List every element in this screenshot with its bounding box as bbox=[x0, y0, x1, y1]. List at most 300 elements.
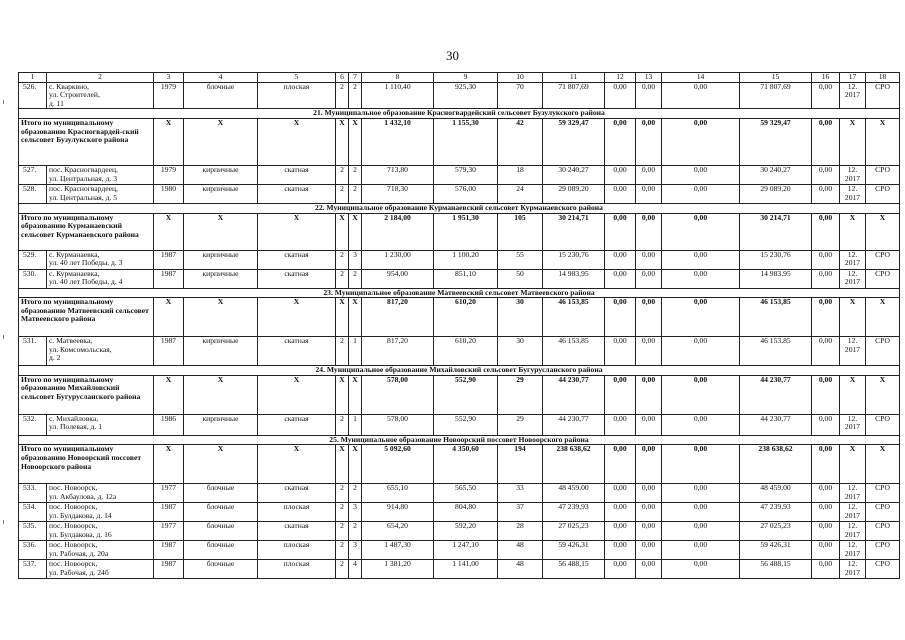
subtotal-cell: 46 153,85 bbox=[740, 298, 812, 337]
table-cell: 1977 bbox=[154, 484, 184, 503]
margin-tick bbox=[3, 335, 4, 339]
table-cell: 33 bbox=[498, 484, 543, 503]
table-cell: СРО bbox=[866, 503, 900, 522]
subtotal-cell: Х bbox=[258, 213, 336, 250]
table-row bbox=[19, 82, 900, 109]
table-cell: 2 bbox=[349, 165, 362, 184]
table-cell: 2 bbox=[336, 484, 349, 503]
table-cell: 0,00 bbox=[662, 503, 740, 522]
subtotal-row bbox=[19, 118, 900, 165]
column-number: 12 bbox=[605, 73, 636, 83]
table-cell: кирпичные bbox=[184, 337, 258, 366]
table-cell: 3 bbox=[349, 541, 362, 560]
table-cell: 59 426,31 bbox=[543, 541, 605, 560]
subtotal-cell: 238 638,62 bbox=[740, 445, 812, 484]
subtotal-cell: 44 230,77 bbox=[740, 375, 812, 414]
table-cell: плоская bbox=[258, 503, 336, 522]
column-number: 11 bbox=[543, 73, 605, 83]
section-heading-row bbox=[19, 203, 900, 213]
subtotal-cell: 0,00 bbox=[605, 213, 636, 250]
row-number: 526. bbox=[19, 82, 47, 109]
subtotal-cell: Х bbox=[258, 445, 336, 484]
table-cell: 0,00 bbox=[636, 541, 662, 560]
subtotal-cell: 578,00 bbox=[362, 375, 434, 414]
column-number: 5 bbox=[258, 73, 336, 83]
subtotal-label: Итого по муниципальному образованию Красногвардей-ский сельсовет Бузулукского района bbox=[19, 118, 154, 165]
table-cell: 0,00 bbox=[636, 503, 662, 522]
table-cell: 552,90 bbox=[434, 414, 498, 435]
table-cell: СРО bbox=[866, 484, 900, 503]
subtotal-cell: Х bbox=[336, 118, 349, 165]
subtotal-cell: 0,00 bbox=[636, 298, 662, 337]
subtotal-cell: Х bbox=[184, 213, 258, 250]
column-number: 15 bbox=[740, 73, 812, 83]
table-cell: скатная bbox=[258, 269, 336, 288]
table-cell: 71 807,69 bbox=[740, 82, 812, 109]
table-cell: 0,00 bbox=[812, 414, 840, 435]
table-cell: 71 807,69 bbox=[543, 82, 605, 109]
table-cell: 4 bbox=[349, 560, 362, 579]
table-row bbox=[19, 522, 900, 541]
subtotal-cell: 59 329,47 bbox=[740, 118, 812, 165]
table-cell: 0,00 bbox=[605, 484, 636, 503]
table-cell: 2 bbox=[349, 82, 362, 109]
column-number: 7 bbox=[349, 73, 362, 83]
row-number: 528. bbox=[19, 184, 47, 203]
table-cell: 2 bbox=[349, 484, 362, 503]
subtotal-cell: 30 214,71 bbox=[543, 213, 605, 250]
address-cell: пос. Новоорск, ул. Акбаулова, д. 12а bbox=[47, 484, 154, 503]
subtotal-cell: Х bbox=[258, 298, 336, 337]
table-row bbox=[19, 541, 900, 560]
table-cell: 0,00 bbox=[812, 484, 840, 503]
table-cell: 1 230,00 bbox=[362, 250, 434, 269]
table-cell: СРО bbox=[866, 165, 900, 184]
table-cell: 1987 bbox=[154, 337, 184, 366]
table-cell: 0,00 bbox=[662, 82, 740, 109]
subtotal-cell: 1 432,10 bbox=[362, 118, 434, 165]
table-cell: 30 bbox=[498, 337, 543, 366]
table-cell: СРО bbox=[866, 560, 900, 579]
section-heading-row bbox=[19, 109, 900, 119]
subtotal-cell: 1 951,30 bbox=[434, 213, 498, 250]
subtotal-cell: Х bbox=[336, 213, 349, 250]
row-number: 534. bbox=[19, 503, 47, 522]
table-row bbox=[19, 165, 900, 184]
column-number: 2 bbox=[47, 73, 154, 83]
table-cell: 1 381,20 bbox=[362, 560, 434, 579]
table-cell: 1979 bbox=[154, 82, 184, 109]
table-cell: 1987 bbox=[154, 541, 184, 560]
subtotal-cell: 30 bbox=[498, 298, 543, 337]
table-cell: 1987 bbox=[154, 269, 184, 288]
table-cell: 2 bbox=[336, 165, 349, 184]
subtotal-cell: 1 155,30 bbox=[434, 118, 498, 165]
table-cell: 2 bbox=[349, 184, 362, 203]
table-cell: 12. 2017 bbox=[840, 414, 866, 435]
table-cell: 0,00 bbox=[812, 541, 840, 560]
page-number: 30 bbox=[446, 48, 459, 63]
table-cell: 50 bbox=[498, 269, 543, 288]
subtotal-cell: 0,00 bbox=[605, 298, 636, 337]
table-cell: 592,20 bbox=[434, 522, 498, 541]
table-cell: 3 bbox=[349, 250, 362, 269]
address-cell: пос. Красногвардеец, ул. Центральная, д. 3 bbox=[47, 165, 154, 184]
subtotal-cell: 0,00 bbox=[605, 375, 636, 414]
subtotal-cell: 0,00 bbox=[636, 375, 662, 414]
table-cell: 0,00 bbox=[812, 269, 840, 288]
table-cell: 1987 bbox=[154, 560, 184, 579]
housing-register-table bbox=[18, 72, 900, 579]
table-cell: 12. 2017 bbox=[840, 250, 866, 269]
table-cell: 2 bbox=[336, 541, 349, 560]
subtotal-cell: Х bbox=[184, 118, 258, 165]
table-cell: 70 bbox=[498, 82, 543, 109]
table-cell: СРО bbox=[866, 541, 900, 560]
table-cell: 0,00 bbox=[605, 82, 636, 109]
table-cell: 576,00 bbox=[434, 184, 498, 203]
table-cell: 44 230,77 bbox=[543, 414, 605, 435]
address-cell: пос. Новоорск, ул. Булдакова, д. 14 bbox=[47, 503, 154, 522]
subtotal-cell: Х bbox=[349, 118, 362, 165]
table-cell: 29 089,20 bbox=[543, 184, 605, 203]
table-cell: 0,00 bbox=[605, 250, 636, 269]
table-cell: 1 487,30 bbox=[362, 541, 434, 560]
address-cell: пос. Красногвардеец, ул. Центральная, д. 5 bbox=[47, 184, 154, 203]
table-cell: 1 bbox=[349, 337, 362, 366]
table-cell: 1 bbox=[349, 414, 362, 435]
table-cell: 1977 bbox=[154, 522, 184, 541]
table-cell: блочные bbox=[184, 82, 258, 109]
column-number: 17 bbox=[840, 73, 866, 83]
table-cell: 12. 2017 bbox=[840, 541, 866, 560]
column-number: 18 bbox=[866, 73, 900, 83]
row-number: 533. bbox=[19, 484, 47, 503]
address-cell: пос. Новоорск, ул. Рабочая, д. 24б bbox=[47, 560, 154, 579]
table-cell: 1987 bbox=[154, 503, 184, 522]
table-cell: скатная bbox=[258, 337, 336, 366]
subtotal-cell: 238 638,62 bbox=[543, 445, 605, 484]
subtotal-label: Итого по муниципальному образованию Новоорский поссовет Новоорского района bbox=[19, 445, 154, 484]
table-cell: 24 bbox=[498, 184, 543, 203]
table-cell: 0,00 bbox=[605, 541, 636, 560]
table-cell: 1 100,20 bbox=[434, 250, 498, 269]
table-cell: 0,00 bbox=[662, 414, 740, 435]
subtotal-cell: 0,00 bbox=[812, 213, 840, 250]
table-cell: СРО bbox=[866, 250, 900, 269]
table-cell: 0,00 bbox=[605, 269, 636, 288]
subtotal-cell: 0,00 bbox=[636, 213, 662, 250]
table-cell: СРО bbox=[866, 184, 900, 203]
table-cell: 713,80 bbox=[362, 165, 434, 184]
table-cell: 2 bbox=[336, 560, 349, 579]
subtotal-cell: 817,20 bbox=[362, 298, 434, 337]
table-cell: 44 230,77 bbox=[740, 414, 812, 435]
subtotal-cell: 0,00 bbox=[636, 445, 662, 484]
table-row bbox=[19, 337, 900, 366]
subtotal-row bbox=[19, 375, 900, 414]
table-cell: 28 bbox=[498, 522, 543, 541]
section-heading: 22. Муниципальное образование Курманаевский сельсовет Курманаевского района bbox=[19, 203, 900, 213]
subtotal-cell: Х bbox=[866, 445, 900, 484]
subtotal-cell: Х bbox=[336, 375, 349, 414]
subtotal-cell: Х bbox=[840, 375, 866, 414]
subtotal-cell: Х bbox=[154, 118, 184, 165]
table-row bbox=[19, 503, 900, 522]
table-cell: 48 459,00 bbox=[543, 484, 605, 503]
section-heading: 25. Муниципальное образование Новоорский поссовет Новоорского района bbox=[19, 435, 900, 445]
subtotal-cell: 0,00 bbox=[662, 118, 740, 165]
table-cell: 2 bbox=[336, 82, 349, 109]
table-cell: кирпичные bbox=[184, 165, 258, 184]
table-cell: 55 bbox=[498, 250, 543, 269]
margin-tick bbox=[3, 100, 4, 104]
table-cell: 804,80 bbox=[434, 503, 498, 522]
table-cell: 12. 2017 bbox=[840, 503, 866, 522]
table-cell: 1 141,00 bbox=[434, 560, 498, 579]
address-cell: пос. Новоорск, ул. Булдакова, д. 16 bbox=[47, 522, 154, 541]
subtotal-row bbox=[19, 445, 900, 484]
table-cell: блочные bbox=[184, 484, 258, 503]
table-cell: 48 459,00 bbox=[740, 484, 812, 503]
table-cell: 12. 2017 bbox=[840, 165, 866, 184]
table-cell: 0,00 bbox=[812, 82, 840, 109]
column-number: 13 bbox=[636, 73, 662, 83]
subtotal-cell: 46 153,85 bbox=[543, 298, 605, 337]
column-number: 4 bbox=[184, 73, 258, 83]
section-heading-row bbox=[19, 366, 900, 376]
subtotal-cell: Х bbox=[349, 298, 362, 337]
table-cell: 2 bbox=[336, 337, 349, 366]
table-cell: 0,00 bbox=[636, 522, 662, 541]
table-cell: кирпичные bbox=[184, 269, 258, 288]
subtotal-cell: 59 329,47 bbox=[543, 118, 605, 165]
table-cell: кирпичные bbox=[184, 184, 258, 203]
table-row bbox=[19, 250, 900, 269]
column-number: 14 bbox=[662, 73, 740, 83]
table-cell: 48 bbox=[498, 541, 543, 560]
table-cell: 27 025,23 bbox=[740, 522, 812, 541]
table-cell: скатная bbox=[258, 522, 336, 541]
table-cell: скатная bbox=[258, 414, 336, 435]
table-cell: 0,00 bbox=[662, 541, 740, 560]
table-cell: 2 bbox=[336, 269, 349, 288]
table-cell: 18 bbox=[498, 165, 543, 184]
row-number: 531. bbox=[19, 337, 47, 366]
table-cell: 0,00 bbox=[605, 184, 636, 203]
table-cell: 655,10 bbox=[362, 484, 434, 503]
table-cell: 654,20 bbox=[362, 522, 434, 541]
subtotal-cell: Х bbox=[866, 213, 900, 250]
subtotal-cell: 552,90 bbox=[434, 375, 498, 414]
table-cell: 0,00 bbox=[662, 560, 740, 579]
table-cell: 3 bbox=[349, 503, 362, 522]
subtotal-label: Итого по муниципальному образованию Курманаевский сельсовет Курманаевского района bbox=[19, 213, 154, 250]
table-cell: 0,00 bbox=[636, 184, 662, 203]
column-number: 16 bbox=[812, 73, 840, 83]
column-number: 10 bbox=[498, 73, 543, 83]
subtotal-cell: 0,00 bbox=[636, 118, 662, 165]
table-cell: плоская bbox=[258, 82, 336, 109]
table-cell: 15 230,76 bbox=[740, 250, 812, 269]
column-number: 6 bbox=[336, 73, 349, 83]
table-cell: плоская bbox=[258, 541, 336, 560]
subtotal-cell: 4 350,60 bbox=[434, 445, 498, 484]
table-cell: 1987 bbox=[154, 250, 184, 269]
table-cell: скатная bbox=[258, 165, 336, 184]
address-cell: с. Кварквно, ул. Строителей, д. 11 bbox=[47, 82, 154, 109]
column-number: 1 bbox=[19, 73, 47, 83]
subtotal-cell: 0,00 bbox=[662, 375, 740, 414]
subtotal-cell: 610,20 bbox=[434, 298, 498, 337]
table-cell: 0,00 bbox=[662, 337, 740, 366]
table-cell: 1 247,10 bbox=[434, 541, 498, 560]
table-cell: блочные bbox=[184, 541, 258, 560]
subtotal-cell: 0,00 bbox=[605, 445, 636, 484]
table-cell: 12. 2017 bbox=[840, 337, 866, 366]
table-cell: 12. 2017 bbox=[840, 184, 866, 203]
table-cell: 30 240,27 bbox=[740, 165, 812, 184]
table-cell: 0,00 bbox=[636, 269, 662, 288]
table-cell: 0,00 bbox=[636, 82, 662, 109]
subtotal-cell: 0,00 bbox=[812, 375, 840, 414]
table-cell: скатная bbox=[258, 250, 336, 269]
table-cell: скатная bbox=[258, 484, 336, 503]
subtotal-cell: Х bbox=[184, 445, 258, 484]
table-cell: кирпичные bbox=[184, 414, 258, 435]
table-cell: 0,00 bbox=[636, 337, 662, 366]
subtotal-cell: Х bbox=[336, 298, 349, 337]
table-cell: 0,00 bbox=[662, 165, 740, 184]
table-cell: 0,00 bbox=[812, 560, 840, 579]
table-cell: 0,00 bbox=[662, 250, 740, 269]
table-cell: 1986 bbox=[154, 414, 184, 435]
table-cell: 56 488,15 bbox=[543, 560, 605, 579]
subtotal-cell: Х bbox=[154, 298, 184, 337]
table-cell: 0,00 bbox=[605, 414, 636, 435]
subtotal-cell: Х bbox=[866, 298, 900, 337]
row-number: 536. bbox=[19, 541, 47, 560]
subtotal-label: Итого по муниципальному образованию Матвеевский сельсовет Матвеевского района bbox=[19, 298, 154, 337]
subtotal-cell: 0,00 bbox=[662, 445, 740, 484]
row-number: 530. bbox=[19, 269, 47, 288]
subtotal-cell: 0,00 bbox=[812, 445, 840, 484]
table-cell: 0,00 bbox=[812, 503, 840, 522]
address-cell: с. Матвеевка, ул. Комсомольская, д. 2 bbox=[47, 337, 154, 366]
table-cell: 1 110,40 bbox=[362, 82, 434, 109]
table-cell: плоская bbox=[258, 560, 336, 579]
subtotal-row bbox=[19, 213, 900, 250]
table-cell: 565,50 bbox=[434, 484, 498, 503]
table-cell: 2 bbox=[349, 522, 362, 541]
subtotal-cell: Х bbox=[184, 375, 258, 414]
table-cell: 47 239,93 bbox=[543, 503, 605, 522]
table-cell: 0,00 bbox=[662, 269, 740, 288]
table-cell: 2 bbox=[336, 184, 349, 203]
table-row bbox=[19, 484, 900, 503]
table-cell: 579,30 bbox=[434, 165, 498, 184]
subtotal-cell: 0,00 bbox=[662, 213, 740, 250]
table-cell: 37 bbox=[498, 503, 543, 522]
table-cell: 14 983,95 bbox=[740, 269, 812, 288]
table-cell: 59 426,31 bbox=[740, 541, 812, 560]
table-cell: 48 bbox=[498, 560, 543, 579]
table-cell: СРО bbox=[866, 337, 900, 366]
table-cell: 30 240,27 bbox=[543, 165, 605, 184]
table-cell: 12. 2017 bbox=[840, 484, 866, 503]
table-cell: 0,00 bbox=[662, 184, 740, 203]
table-cell: 0,00 bbox=[605, 503, 636, 522]
column-number-row bbox=[19, 73, 900, 83]
table-cell: 0,00 bbox=[605, 522, 636, 541]
subtotal-cell: 0,00 bbox=[605, 118, 636, 165]
table-cell: 851,10 bbox=[434, 269, 498, 288]
subtotal-cell: 105 bbox=[498, 213, 543, 250]
table-cell: скатная bbox=[258, 184, 336, 203]
subtotal-cell: Х bbox=[349, 213, 362, 250]
table-cell: 0,00 bbox=[636, 484, 662, 503]
table-cell: СРО bbox=[866, 82, 900, 109]
section-heading: 21. Муниципальное образование Красногвардейский сельсовет Бузулукского района bbox=[19, 109, 900, 119]
subtotal-cell: Х bbox=[154, 213, 184, 250]
table-cell: 0,00 bbox=[605, 337, 636, 366]
table-cell: 914,80 bbox=[362, 503, 434, 522]
column-number: 8 bbox=[362, 73, 434, 83]
subtotal-cell: 5 092,60 bbox=[362, 445, 434, 484]
subtotal-cell: Х bbox=[866, 118, 900, 165]
table-cell: 1979 bbox=[154, 165, 184, 184]
subtotal-cell: 0,00 bbox=[812, 118, 840, 165]
table-cell: блочные bbox=[184, 522, 258, 541]
table-cell: 47 239,93 bbox=[740, 503, 812, 522]
subtotal-cell: Х bbox=[154, 445, 184, 484]
table-cell: 925,30 bbox=[434, 82, 498, 109]
table-cell: 0,00 bbox=[636, 165, 662, 184]
table-cell: 46 153,85 bbox=[740, 337, 812, 366]
subtotal-cell: 42 bbox=[498, 118, 543, 165]
table-cell: 27 025,23 bbox=[543, 522, 605, 541]
column-number: 9 bbox=[434, 73, 498, 83]
table-cell: 0,00 bbox=[636, 560, 662, 579]
table-cell: блочные bbox=[184, 503, 258, 522]
table-row bbox=[19, 269, 900, 288]
table-cell: 46 153,85 bbox=[543, 337, 605, 366]
table-cell: 29 089,20 bbox=[740, 184, 812, 203]
row-number: 535. bbox=[19, 522, 47, 541]
subtotal-cell: 194 bbox=[498, 445, 543, 484]
subtotal-cell: Х bbox=[349, 375, 362, 414]
address-cell: с. Курманаевка, ул. 40 лет Победы, д. 4 bbox=[47, 269, 154, 288]
subtotal-label: Итого по муниципальному образованию Михайловский сельсовет Бугурусланского района bbox=[19, 375, 154, 414]
table-row bbox=[19, 184, 900, 203]
table-cell: 12. 2017 bbox=[840, 522, 866, 541]
table-cell: 817,20 bbox=[362, 337, 434, 366]
table-cell: 578,00 bbox=[362, 414, 434, 435]
table-cell: 0,00 bbox=[636, 250, 662, 269]
table-cell: 0,00 bbox=[605, 560, 636, 579]
table-cell: СРО bbox=[866, 269, 900, 288]
table-row bbox=[19, 560, 900, 579]
table-cell: 14 983,95 bbox=[543, 269, 605, 288]
subtotal-cell: Х bbox=[184, 298, 258, 337]
table-cell: 2 bbox=[336, 250, 349, 269]
row-number: 537. bbox=[19, 560, 47, 579]
table-cell: 0,00 bbox=[812, 337, 840, 366]
section-heading: 23. Муниципальное образование Матвеевский сельсовет Матвеевского района bbox=[19, 288, 900, 298]
row-number: 532. bbox=[19, 414, 47, 435]
subtotal-cell: 2 184,00 bbox=[362, 213, 434, 250]
column-number: 3 bbox=[154, 73, 184, 83]
